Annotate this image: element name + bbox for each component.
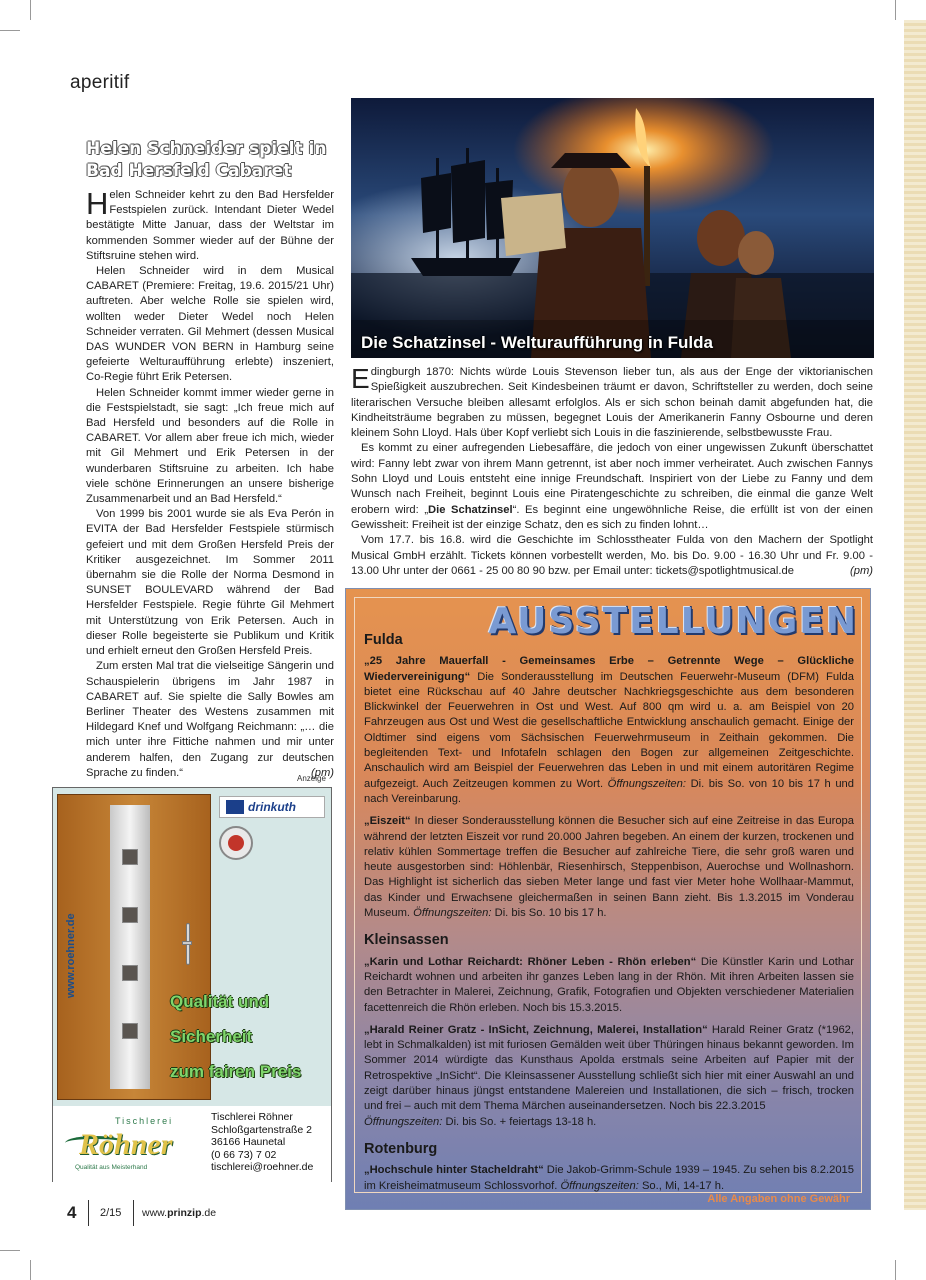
exhibition-entry xyxy=(364,955,854,1016)
exhibition-title: „Karin und Lothar Reichardt: Rhöner Leben - Rhön erleben“ xyxy=(364,955,697,968)
paragraph-text: “. Es beginnt eine ungewöhnliche Reise, die erfüllt ist von der einen Gewissheit: Freiheit ist der einzige Schatz, den es sich zu finden lohnt… xyxy=(351,503,874,531)
paragraph-text: Es kommt zu einer aufregenden Liebesaffäre, die jedoch von einer ungewissen Zukunft überschattet wird: Fanny lebt zwar von ihrem Mann getrennt, ist aber noch immer verheiratet. Auch zwischen Fannys Sohn Lloyd und Louis entsteht eine innige Freundschaft. Inspiriert von der Liebe zu Fanny und dem Wunsch nach Freiheit, beginnt Louis eine Piratengeschichte zu schreiben, die einmal die ganze Welt erobern wird: „ xyxy=(351,442,873,516)
hours-label: Öffnungszeiten: xyxy=(560,1179,639,1192)
pirate-scene-image xyxy=(351,98,874,358)
right-article-body xyxy=(351,365,873,579)
paragraph xyxy=(351,533,873,579)
ad-label: Anzeige xyxy=(297,774,326,783)
exhibition-text: Die Künstler Karin und Lothar Reichardt wohnen und arbeiten ihr ganzes Leben lang in der Rhön. Mit ihren Arbeiten lassen sie den Betrachter in Malerei, Zeichnung, Grafik, Fotografien und Objekten verschiedener Materialien facettenreich die Rhön erleben. Noch bis 15.3.2015. xyxy=(364,955,854,1014)
quality-seal-icon xyxy=(219,826,253,860)
crop-mark xyxy=(895,1260,896,1280)
slogan-line: zum fairen Preis xyxy=(170,1062,302,1081)
ad-image-area xyxy=(53,788,331,1106)
title-line-2: Bad Hersfeld Cabaret xyxy=(86,161,292,181)
drinkuth-logo xyxy=(219,796,325,818)
exhibitions-body xyxy=(364,633,854,1201)
slogan-line: Qualität und xyxy=(170,992,270,1011)
hours-text: Di. bis So. + feiertags 13-18 h. xyxy=(442,1115,597,1128)
exhibitions-box xyxy=(345,588,871,1210)
url-suffix: .de xyxy=(201,1207,217,1219)
paragraph xyxy=(86,188,334,264)
hours-text: Di. bis So. von 10 bis 17 h und nach Vereinbarung. xyxy=(364,777,854,805)
hours-label: Öffnungszeiten: xyxy=(413,907,492,920)
dropcap: E xyxy=(351,363,370,394)
paragraph-text: elen Schneider kehrt zu den Bad Hersfelder Festspielen zurück. Intendant Dieter Wedel bestätigte Mitte Januar, dass der Weltstar im kommenden Sommer wieder auf der Bühne der Stiftsruine stehen wird. xyxy=(86,189,334,262)
city-heading: Kleinsassen xyxy=(364,932,449,949)
footer-divider xyxy=(133,1200,134,1226)
ad-slogan xyxy=(170,984,331,1089)
left-article-body xyxy=(86,188,334,781)
door-handle-bar xyxy=(182,941,192,945)
url-brand: prinzip xyxy=(167,1207,202,1219)
bold-title: Die Schatzinsel xyxy=(428,503,513,516)
door-glass-strip xyxy=(110,805,150,1089)
seal-center xyxy=(228,835,244,851)
contact-phone: (0 66 73) 7 02 xyxy=(211,1148,277,1161)
hours-label: Öffnungszeiten: xyxy=(364,1115,443,1128)
logo-subtitle: Qualität aus Meisterhand xyxy=(75,1164,148,1171)
drinkuth-logo-text: drinkuth xyxy=(248,800,296,814)
exhibition-title: „25 Jahre Mauerfall - Gemeinsames Erbe – Getrennte Wege – Glückliche Wiedervereinigung“ xyxy=(364,655,854,683)
ad-contact-area xyxy=(53,1106,331,1182)
door-window xyxy=(122,907,138,923)
exhibition-entry xyxy=(364,1023,854,1130)
footer-url[interactable] xyxy=(142,1207,216,1219)
paragraph: Helen Schneider kommt immer wieder gerne in die Festspielstadt, sie sagt: „Ich freue mich auf Bad Hersfeld und besonders auf die Rolle in CABARET. Vor allem aber freue ich mich, wieder mit Gil Mehmert und Erik Petersen in der wunderbaren Stiftsruine zu arbeiten. Ich habe viele schöne Erinnerungen an unsere bisherige Zusammenarbeit und an Bad Hersfeld.“ xyxy=(86,386,334,506)
left-article-title xyxy=(86,138,346,182)
paragraph-text: Vom 17.7. bis 16.8. wird die Geschichte im Schlosstheater Fulda von den Machern der Spotlight Musical GmbH erzählt. Tickets können vorbestellt werden, Mo. bis Do. 9.00 - 16.30 Uhr und Fr. 9.00 - 13.00 Uhr unter der 0661 - 25 00 80 90 bzw. per Email unter: tickets@spotlightmusical.de xyxy=(351,534,873,577)
ad-contact xyxy=(211,1111,313,1174)
signature: (pm) xyxy=(311,766,334,779)
exhibitions-heading: AUSSTELLUNGEN xyxy=(488,601,858,642)
contact-email[interactable]: tischlerei@roehner.de xyxy=(211,1161,314,1174)
hero-image xyxy=(351,98,874,358)
logo-name: Röhner xyxy=(79,1128,173,1161)
hours-label: Öffnungszeiten: xyxy=(607,777,686,790)
roehner-logo xyxy=(61,1114,201,1174)
slogan-line: Sicherheit xyxy=(170,1027,253,1046)
exhibition-text: Harald Reiner Gratz (*1962, lebt in Schmalkalden) ist mit furiosen Gemälden weit über Thüringen hinaus bekannt geworden. Im Sommer 2014 würdigte das Kunsthaus Apolda erstmals seine Arbeiten auf Papier mit der Retrospektive „InSicht“. Die Kleinsassener Ausstellung schließt sich hier mit einer Auswahl an und zeigt darüber hinaus jüngst entstandene Malereien und Installationen, die sich – frisch, trocken und frei – auch mit dem Thema Märchen auseinandersetzen. Noch bis 22.3.2015 xyxy=(364,1023,855,1113)
contact-city: 36166 Haunetal xyxy=(211,1136,286,1149)
paragraph: Helen Schneider wird in dem Musical CABARET (Premiere: Freitag, 19.6. 2015/21 Uhr) auftreten. Aber welche Rolle sie spielen wird, wollten weder Dieter Wedel noch Helen Schneider verraten. Gil Mehmert (dessen Musical DAS WUNDER VON BERN in Hamburg seine gefeierte Welturaufführung erlebte) inszeniert, Co-Regie führt Erik Petersen. xyxy=(86,265,334,384)
crop-mark xyxy=(895,0,896,20)
contact-street: Schloßgartenstraße 2 xyxy=(211,1123,312,1136)
dropcap: H xyxy=(86,186,109,221)
city-heading: Rotenburg xyxy=(364,1140,438,1157)
exhibition-title: „Hochschule hinter Stacheldraht“ xyxy=(364,1164,544,1177)
ad-website[interactable]: www.roehner.de xyxy=(65,913,77,998)
exhibition-text: Die Jakob-Grimm-Schule 1939 – 1945. Zu sehen bis 8.2.2015 im Kreisheimatmuseum Schlossvorhof. xyxy=(364,1164,855,1192)
door-window xyxy=(122,849,138,865)
paragraph xyxy=(86,659,334,781)
paragraph xyxy=(351,441,873,533)
issue-number: 2/15 xyxy=(100,1207,122,1219)
hero-caption: Die Schatzinsel - Welturaufführung in Fulda xyxy=(361,333,713,352)
crop-mark xyxy=(0,30,20,31)
paragraph xyxy=(351,365,873,441)
contact-name: Tischlerei Röhner xyxy=(211,1111,293,1123)
page-number: 4 xyxy=(67,1203,77,1222)
page-edge-strip xyxy=(904,20,926,1210)
exhibition-entry xyxy=(364,654,854,807)
city-heading: Fulda xyxy=(364,632,403,648)
advertisement[interactable] xyxy=(52,787,332,1182)
hours-text: So., Mi, 14-17 h. xyxy=(638,1179,725,1192)
signature: (pm) xyxy=(850,564,873,577)
paragraph-text: Zum ersten Mal trat die vielseitige Sängerin und Schauspielerin übrigens im Jahr 1987 in CABARET auf. Sie spielte die Sally Bowles am Berliner Theater des Westens zusammen mit Hildegard Knef und Wolfgang Reichmann: „… die mich unter ihre Fittiche nahmen und mir unter anderem halfen, den Zugang zur deutschen Sprache zu finden.“ xyxy=(86,660,334,779)
crop-mark xyxy=(0,1250,20,1251)
footer-divider xyxy=(88,1200,89,1226)
hours-text: Di. bis So. 10 bis 17 h. xyxy=(491,907,607,920)
crop-mark xyxy=(30,0,31,20)
exhibition-entry xyxy=(364,1163,854,1194)
title-line-1: Helen Schneider spielt in xyxy=(86,139,327,159)
door-window xyxy=(122,1023,138,1039)
section-label: aperitif xyxy=(70,72,130,93)
logo-tag: Tischlerei xyxy=(115,1116,174,1126)
exhibition-title: „Eiszeit“ xyxy=(364,815,411,828)
exhibition-text: In dieser Sonderausstellung können die Besucher sich auf eine Zeitreise in das Europa während der letzten Eiszeit vor rund 20.000 Jahren begeben. An einem der kurzen, trockenen und relativ kühlen Sommertage treffen die Besucher auf zahlreiche Tiere, die sehr groß waren und heute ausgestorben sind: Höhlenbär, Riesenhirsch, Steppenbison, Auerochse und Wollnashorn. Das Highlight ist sicherlich das sieben Meter lange und fast vier Meter hohe Wollhaar-Mammut, das Kinder und Erwachsene gleichermaßen in seinen Bann zieht. Bis 1.3.2015 im Vonderau Museum. xyxy=(364,815,854,920)
url-prefix: www. xyxy=(142,1207,168,1219)
paragraph: Von 1999 bis 2001 wurde sie als Eva Perón in EVITA der Bad Hersfelder Festspiele stürmisch gefeiert und mit dem Großen Hersfeld Preis der Kritiker ausgezeichnet. Im Sommer 2011 übernahm sie die Rolle der Norma Desmond in SUNSET BOULEVARD während der Bad Hersfelder Festspiele. Regie führte Gil Mehmert mit Unterstützung von Erik Petersen. Auch in dieser Rolle begeisterte sie Publikum und Kritik und erhielt erneut den Großen Hersfeld Preis. xyxy=(86,508,334,658)
disclaimer: Alle Angaben ohne Gewähr xyxy=(707,1193,850,1205)
paragraph-text: dingburgh 1870: Nichts würde Louis Stevenson lieber tun, als aus der Enge der viktorianischen Spießigkeit auszubrechen. Seit Kindesbeinen träumt er davon, Schriftsteller zu werden, doch seine literarischen Versuche bleiben allesamt erfolglos. Als er sich schon beinah damit abgefunden hat, die Kindheitsträume begraben zu müssen, begegnet Louis der Amerikanerin Fanny Osbourne und deren kleinem Sohn Lloyd. Hals über Kopf verliebt sich Louis in die faszinierende, selbstbewusste Frau. xyxy=(351,366,873,440)
drinkuth-logo-icon xyxy=(226,800,244,814)
crop-mark xyxy=(30,1260,31,1280)
exhibition-text: Die Sonderausstellung im Deutschen Feuerwehr-Museum (DFM) Fulda bietet eine Rückschau auf 40 Jahre deutscher Nachkriegsgeschichte aus dem besonderen Blickwinkel der Feuerwehren in Ost und West. Auf 800 qm wird u. a. am Beispiel von 20 Fahrzeugen aus Ost und West die gesellschaftliche Entwicklung anschaulich gemacht. Einige der Oldtimer sind eigens vom Sächsischen Feuerwehrmuseum in Zeithain gekommen. Die begleitenden Text- und Infotafeln schlagen den Bogen zur allgemeinen Zeitgeschichte. Anschaulich wird am Beispiel der Feuerwehren das Leben in und mit einem autoritären Regime aufgezeigt. Auch Zeitzeugen kommen zu Wort. xyxy=(364,670,854,790)
exhibition-title: „Harald Reiner Gratz - InSicht, Zeichnung, Malerei, Installation“ xyxy=(364,1023,708,1036)
door-window xyxy=(122,965,138,981)
exhibition-entry xyxy=(364,814,854,921)
